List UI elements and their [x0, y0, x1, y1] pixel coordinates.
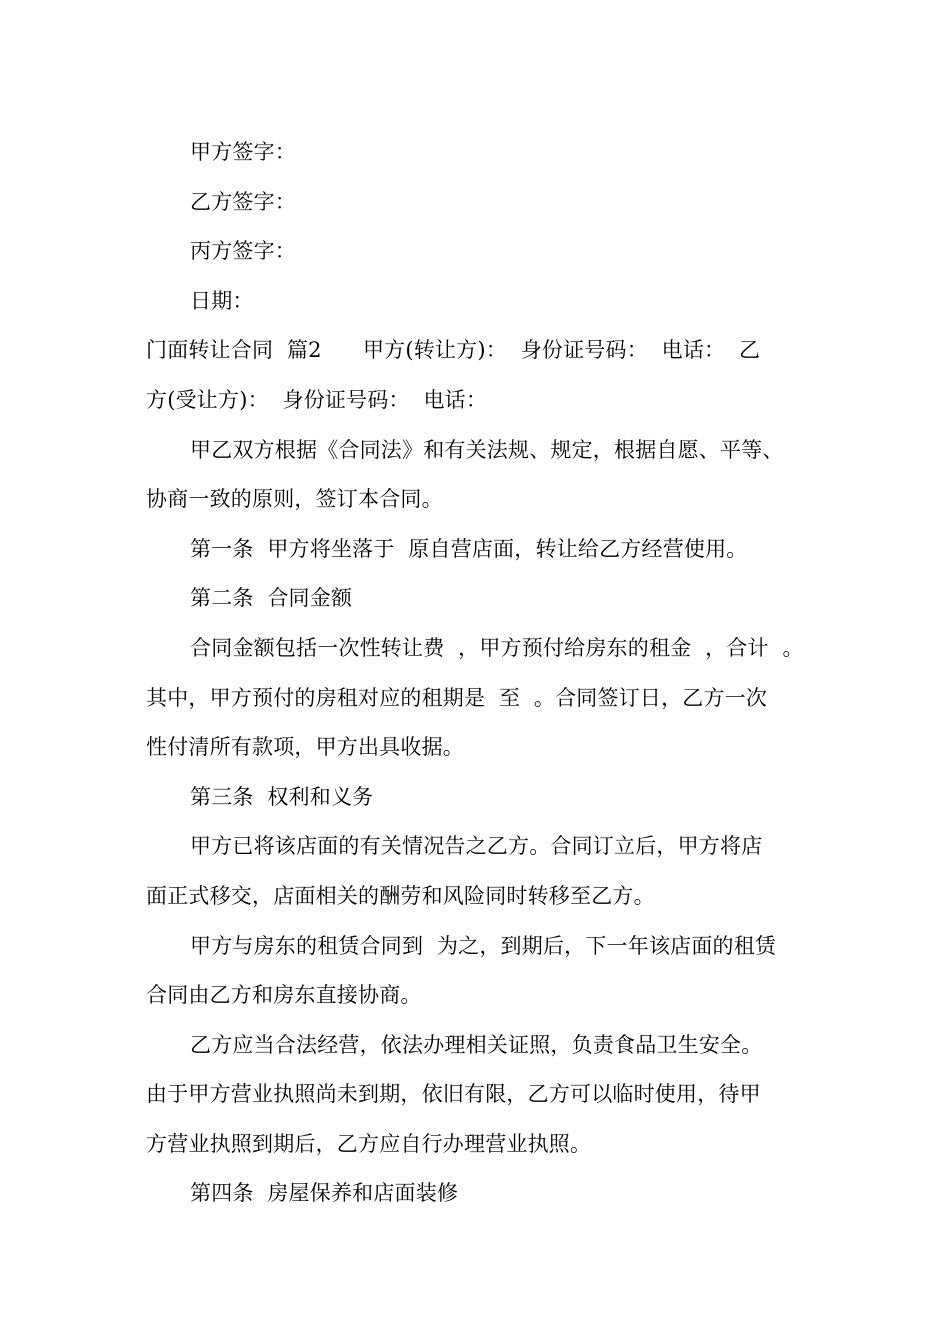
party-c-signature: 丙方签字： — [190, 239, 296, 264]
contract-header-line-1: 门面转让合同 篇2 甲方(转让方)： 身份证号码： 电话： 乙 — [146, 338, 761, 363]
party-a-signature: 甲方签字： — [190, 140, 296, 164]
article-3-paragraph-3-line-1: 乙方应当合法经营，依法办理相关证照，负责食品卫生安全。 — [190, 1032, 763, 1057]
article-4-title: 第四条 房屋保养和店面装修 — [190, 1181, 459, 1206]
article-2-title: 第二条 合同金额 — [190, 586, 353, 611]
intro-line-1: 甲乙双方根据《合同法》和有关法规、规定，根据自愿、平等、 — [190, 437, 784, 462]
article-1: 第一条 甲方将坐落于 原自营店面，转让给乙方经营使用。 — [190, 536, 748, 561]
article-3-paragraph-3-line-2: 由于甲方营业执照尚未到期，依旧有限，乙方可以临时使用，待甲 — [146, 1082, 761, 1107]
article-3-paragraph-1-line-2: 面正式移交，店面相关的酬劳和风险同时转移至乙方。 — [146, 883, 655, 908]
article-3-paragraph-3-line-3: 方营业执照到期后，乙方应自行办理营业执照。 — [146, 1131, 592, 1156]
article-2-paragraph-line-2: 其中，甲方预付的房租对应的租期是 至 。合同签订日，乙方一次 — [146, 685, 768, 710]
article-3-title: 第三条 权利和义务 — [190, 784, 374, 809]
article-3-paragraph-2-line-2: 合同由乙方和房东直接协商。 — [146, 983, 422, 1008]
article-2-paragraph-line-1: 合同金额包括一次性转让费 ，甲方预付给房东的租金 ，合计 。 — [190, 635, 804, 660]
article-3-paragraph-1-line-1: 甲方已将该店面的有关情况告之乙方。合同订立后，甲方将店 — [190, 834, 763, 859]
intro-line-2: 协商一致的原则，签订本合同。 — [146, 487, 443, 512]
document-page — [146, 128, 826, 1219]
article-3-paragraph-2-line-1: 甲方与房东的租赁合同到 为之，到期后，下一年该店面的租赁 — [190, 933, 777, 958]
contract-header-line-2: 方(受让方)： 身份证号码： 电话： — [146, 387, 488, 412]
party-b-signature: 乙方签字： — [190, 189, 296, 214]
signature-date: 日期： — [190, 288, 254, 313]
article-2-paragraph-line-3: 性付清所有款项，甲方出具收据。 — [146, 735, 464, 760]
